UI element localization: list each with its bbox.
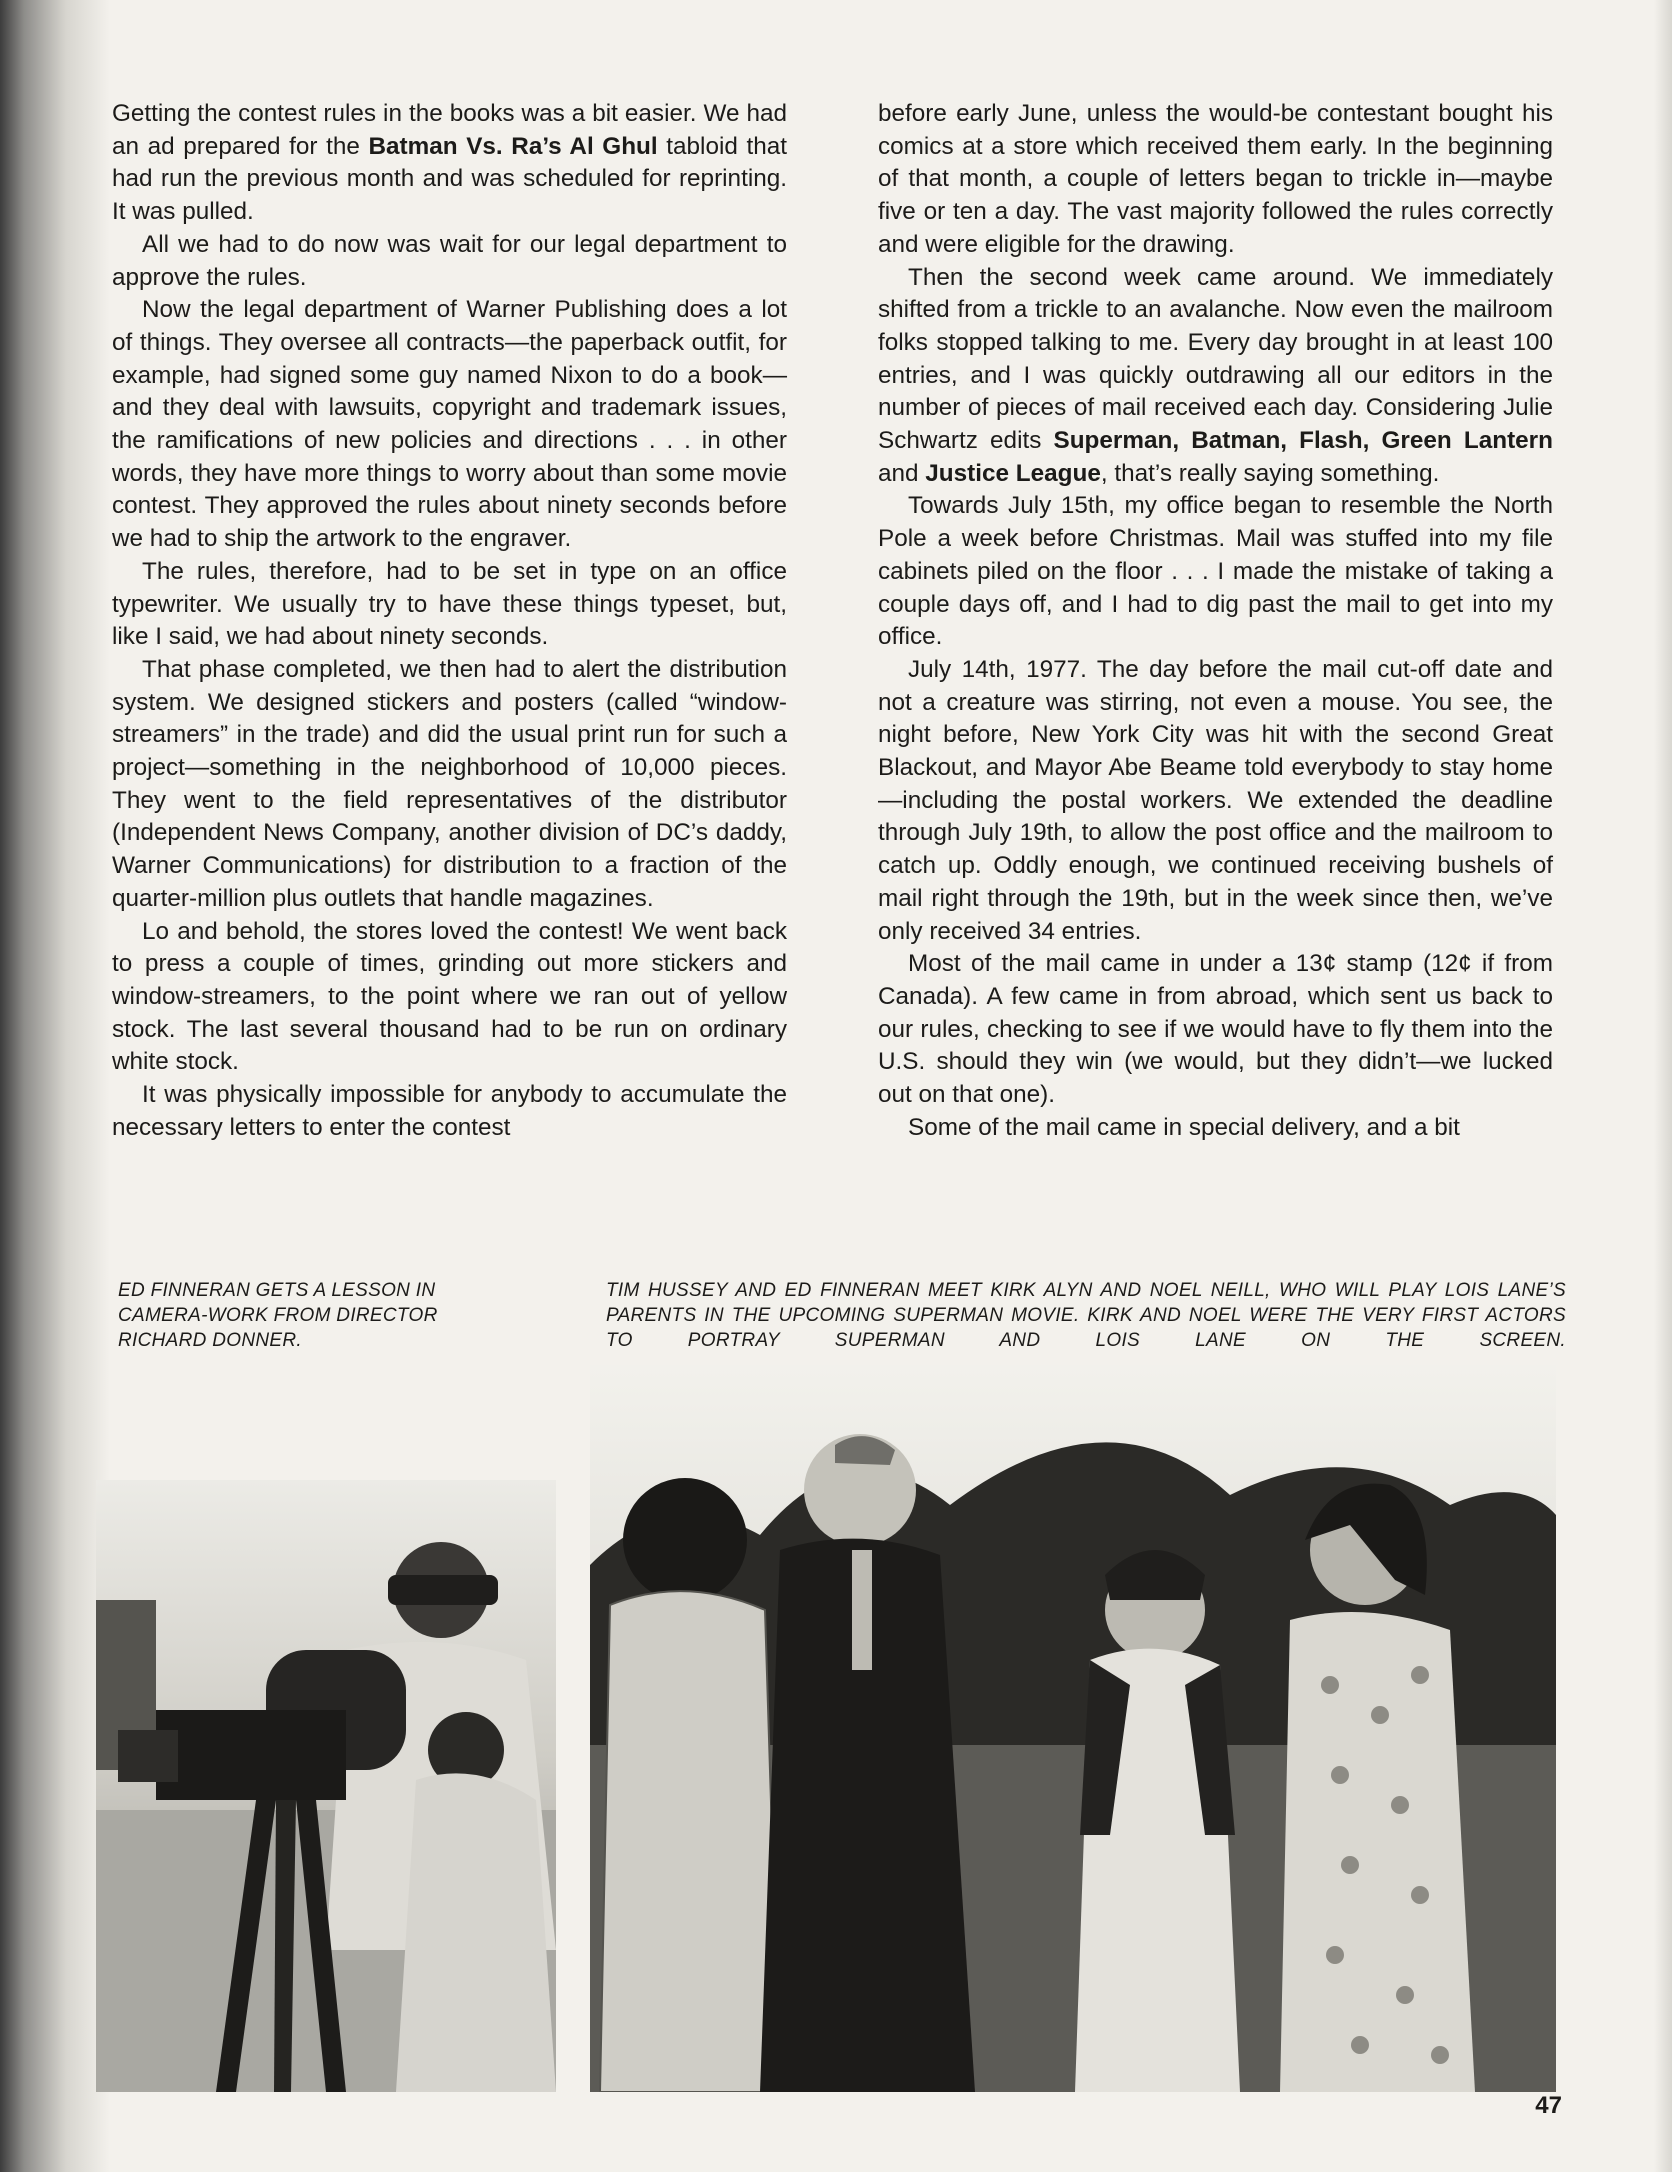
paragraph-text: It was physically impossible for anybody to accumulate the necessary letters to enter the contest bbox=[112, 1081, 787, 1141]
article-paragraph bbox=[112, 654, 787, 916]
article-paragraph bbox=[112, 98, 787, 229]
bold-title-text: Batman Vs. Ra’s Al Ghul bbox=[368, 132, 658, 160]
article-paragraph bbox=[878, 262, 1553, 491]
article-paragraph bbox=[112, 294, 787, 556]
paragraph-text: That phase completed, we then had to alert the distribution system. We designed stickers and posters (called “window-streamers” in the trade) and did the usual print run for such a project—something in the neighborhood of 10,000 pieces. They went to the field representatives of the distributor (Independent News Company, another division of DC’s daddy, Warner Communications) for distribution to a fraction of the quarter-million plus outlets that handle magazines. bbox=[112, 655, 787, 912]
article-paragraph bbox=[112, 916, 787, 1080]
article-paragraph bbox=[878, 948, 1553, 1112]
photo-camera-lesson bbox=[96, 1480, 556, 2092]
article-paragraph bbox=[112, 556, 787, 654]
group-meeting-photo-illustration bbox=[590, 1365, 1556, 2092]
photo-caption-right: TIM HUSSEY AND ED FINNERAN MEET KIRK ALYN AND NOEL NEILL, WHO WILL PLAY LOIS LANE’S PARENTS IN THE UPCOMING SUPERMAN MOVIE. KIRK AND NOEL WERE THE VERY FIRST ACTORS TO PORTRAY SUPERMAN AND LOIS LANE ON THE SCREEN. bbox=[606, 1280, 1566, 1351]
article-paragraph bbox=[112, 229, 787, 294]
bold-title-text: Superman, Batman, Flash, Green Lantern bbox=[1053, 427, 1553, 455]
paragraph-text: Now the legal department of Warner Publishing does a lot of things. They oversee all contracts—the paperback outfit, for example, had signed some guy named Nixon to do a book—and they deal with lawsuits, copyright and trademark issues, the ramifications of new policies and directions . . . in other words, they have more things to worry about than some movie contest. They approved the rules about ninety seconds before we had to ship the artwork to the engraver. bbox=[112, 296, 787, 553]
paragraph-text: July 14th, 1977. The day before the mail cut-off date and not a creature was stirring, not even a mouse. You see, the night before, New York City was hit with the second Great Blackout, and Mayor Abe Beame told everybody to stay home—including the postal workers. We extended the deadline through July 19th, to allow the post office and the mailroom to catch up. Oddly enough, we continued receiving bushels of mail right through the 19th, but in the week since then, we’ve only received 34 entries. bbox=[878, 655, 1553, 945]
page-edge-shadow bbox=[1654, 0, 1672, 2172]
paragraph-text: Most of the mail came in under a 13¢ stamp (12¢ if from Canada). A few came in from abroad, which sent us back to our rules, checking to see if we would have to fly them into the U.S. should they win (we would, but they didn’t—we lucked out on that one). bbox=[878, 950, 1553, 1109]
paragraph-text: Towards July 15th, my office began to resemble the North Pole a week before Christmas. Mail was stuffed into my file cabinets piled on the floor . . . I made the mistake of taking a couple days off, and I had to dig past the mail to get into my office. bbox=[878, 492, 1553, 651]
paragraph-text: Getting the contest rules in the books was a bit easier. We had an ad prepared for the bbox=[112, 100, 787, 160]
photo-group-meeting bbox=[590, 1365, 1556, 2092]
article-paragraph bbox=[878, 490, 1553, 654]
article-column-left bbox=[112, 98, 787, 1145]
paragraph-text: and bbox=[878, 459, 926, 487]
paragraph-text: tabloid that had run the previous month and was scheduled for reprinting. It was pulled. bbox=[112, 132, 787, 226]
paragraph-text: All we had to do now was wait for our legal department to approve the rules. bbox=[112, 230, 787, 291]
paragraph-text: The rules, therefore, had to be set in type on an office typewriter. We usually try to have these things typeset, but, like I said, we had about ninety seconds. bbox=[112, 557, 787, 651]
article-paragraph bbox=[878, 1112, 1553, 1145]
paragraph-text: Lo and behold, the stores loved the contest! We went back to press a couple of times, grinding out more stickers and window-streamers, to the point where we ran out of yellow stock. The last several thousand had to be run on ordinary white stock. bbox=[112, 917, 787, 1076]
article-column-right bbox=[878, 98, 1553, 1145]
photo-caption-left: ED FINNERAN GETS A LESSON IN CAMERA-WORK FROM DIRECTOR RICHARD DONNER. bbox=[118, 1280, 438, 1351]
article-paragraph bbox=[878, 98, 1553, 262]
paragraph-text: Then the second week came around. We immediately shifted from a trickle to an avalanche. Now even the mailroom folks stopped talking to me. Every day brought in at least 100 entries, and I was quickly outdrawing all our editors in the number of pieces of mail received each day. Considering Julie Schwartz edits bbox=[878, 263, 1553, 455]
article-paragraph bbox=[112, 1079, 787, 1144]
page-gutter-shadow bbox=[0, 0, 110, 2172]
article-paragraph bbox=[878, 654, 1553, 948]
camera-lesson-photo-illustration bbox=[96, 1480, 556, 2092]
paragraph-text: before early June, unless the would-be contestant bought his comics at a store which received them early. In the beginning of that month, a couple of letters began to trickle in—maybe five or ten a day. The vast majority followed the rules correctly and were eligible for the drawing. bbox=[878, 100, 1553, 258]
paragraph-text: , that’s really saying something. bbox=[1100, 459, 1440, 487]
bold-title-text: Justice League bbox=[925, 459, 1101, 487]
paragraph-text: Some of the mail came in special delivery, and a bit bbox=[908, 1113, 1460, 1141]
page-number: 47 bbox=[1535, 2092, 1562, 2119]
